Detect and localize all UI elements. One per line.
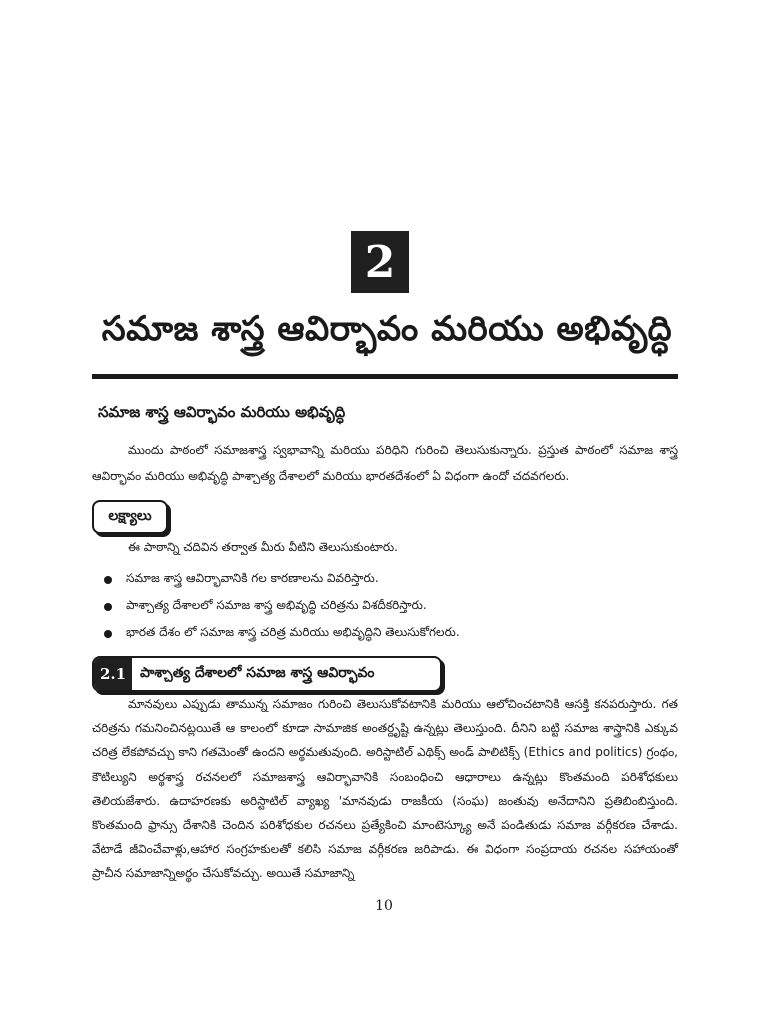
list-item-text: పాశ్చాత్య దేశాలలో సమాజ శాస్త్ర అభివృద్ధి చరిత్రను విశదీకరిస్తారు.	[126, 598, 427, 612]
chapter-title: సమాజ శాస్త్ర ఆవిర్భావం మరియు అభివృద్ధి	[101, 309, 673, 349]
body-text	[92, 692, 678, 886]
list-item	[104, 566, 460, 593]
chapter-number-box: 2	[351, 231, 409, 293]
bullet-icon	[104, 576, 112, 584]
list-item	[104, 620, 460, 647]
subheading: సమాజ శాస్త్ర ఆవిర్భావం మరియు అభివృద్ధి	[98, 403, 346, 421]
body-paragraph: మానవులు ఎప్పుడు తామున్న సమాజం గురించి తెలుసుకోవటానికి మరియు ఆలోచించటానికి ఆసక్తి కనపరుస్తారు. గత చరిత్రను గమనించినట్లయితే ఆ కాలంలో కూడా సామాజిక అంతర్దృష్టి ఉన్నట్లు తెలుస్తుంది. దీనిని బట్టి సమాజ శాస్త్రానికి ఎక్కువ చరిత్ర లేకపోవచ్చు కాని గతమెంతో ఉందని అర్థమతువుంది. అరిస్టాటిల్ ఎథిక్స్ అండ్ పాలిటిక్స్ (Ethics and politics) గ్రంథం, కౌటిల్యుని అర్థశాస్త్ర రచనలలో సమాజశాస్త్ర ఆవిర్భావానికి సంబంధించి ఆధారాలు ఉన్నట్లు కొంతమంది పరిశోధకులు తెలియజేశారు. ఉదాహరణకు అరిస్టాటిల్ వ్యాఖ్య 'మానవుడు రాజకీయ (సంఘ) జంతువు అనేదానిని ప్రతిబింబిస్తుంది. కొంతమంది ఫ్రాన్సు దేశానికి చెందిన పరిశోధకుల రచనలు ప్రత్యేకించి మాంటెస్క్యూ అనే పండితుడు సమాజ వర్గీకరణ చేశాడు. వేటాడే జీవించేవాళ్లు,ఆహార సంగ్రహకులతో కలిసి సమాజ వర్గీకరణ జరిపాడు. ఈ విధంగా సంప్రదాయ రచనల సహాయంతో ప్రాచీన సమాజాన్నిఅర్థం చేసుకోవచ్చు. అయితే సమాజాన్ని	[92, 697, 678, 881]
section-heading	[92, 656, 442, 692]
bullet-icon	[104, 630, 112, 638]
objectives-heading: లక్ష్యాలు	[92, 500, 168, 534]
bullet-icon	[104, 603, 112, 611]
section-title: పాశ్చాత్య దేశాలలో సమాజ శాస్త్ర ఆవిర్భావం	[140, 664, 375, 681]
list-item	[104, 593, 460, 620]
section-number: 2.1	[94, 658, 132, 690]
intro-paragraph: ముందు పాఠంలో సమాజశాస్త్ర స్వభావాన్ని మరియు పరిధిని గురించి తెలుసుకున్నారు. ప్రస్తుత పాఠంలో సమాజ శాస్త్ర ఆవిర్భావం మరియు అభివృద్ధి పాశ్చాత్య దేశాలలో మరియు భారతదేశంలో ఏ విధంగా ఉందో చదవగలరు.	[92, 443, 678, 483]
objectives-list	[104, 566, 460, 647]
objectives-intro: ఈ పాఠాన్ని చదివిన తర్వాత మీరు వీటిని తెలుసుకుంటారు.	[128, 540, 398, 554]
list-item-text: సమాజ శాస్త్ర ఆవిర్భావానికి గల కారణాలను వివరిస్తారు.	[126, 571, 379, 585]
page-number: 10	[375, 898, 393, 914]
title-divider	[92, 374, 678, 379]
list-item-text: భారత దేశం లో సమాజ శాస్త్ర చరిత్ర మరియు అభివృద్ధిని తెలుసుకోగలరు.	[126, 625, 460, 639]
